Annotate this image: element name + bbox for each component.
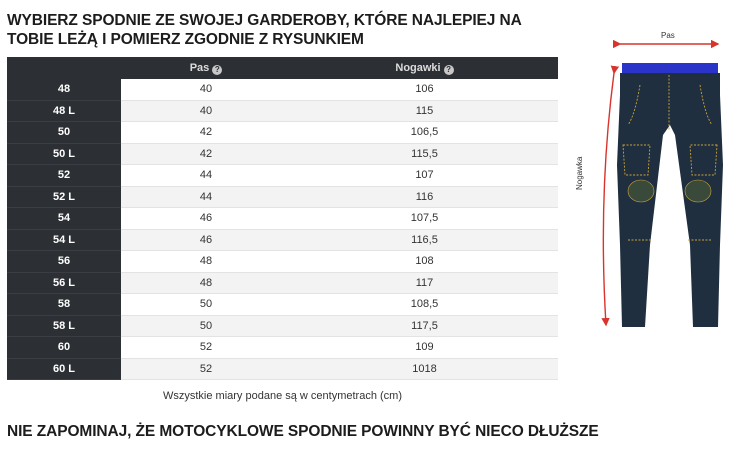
units-note: Wszystkie miary podane są w centymetrach (cm): [162, 390, 402, 402]
table-row: [7, 358, 558, 380]
waist-cell: 52: [121, 337, 291, 359]
leg-cell: 106,5: [291, 122, 558, 144]
leg-cell: 115,5: [291, 143, 558, 165]
waist-label: Pas: [661, 31, 675, 40]
leg-cell: 106: [291, 79, 558, 100]
table-row: [7, 143, 558, 165]
table-row: [7, 315, 558, 337]
leg-cell: 107,5: [291, 208, 558, 230]
table-row: [7, 165, 558, 187]
size-cell: 50: [7, 122, 121, 144]
table-row: [7, 229, 558, 251]
table-row: [7, 294, 558, 316]
leg-arrow: [603, 73, 614, 325]
leg-cell: 115: [291, 100, 558, 122]
leg-cell: 109: [291, 337, 558, 359]
leg-cell: 108: [291, 251, 558, 273]
subtitle: NIE ZAPOMINAJ, ŻE MOTOCYKLOWE SPODNIE POWINNY BYĆ NIECO DŁUŻSZE: [7, 423, 599, 440]
table-header-row: [7, 57, 558, 79]
size-table: [7, 57, 558, 380]
size-cell: 56: [7, 251, 121, 273]
waist-cell: 52: [121, 358, 291, 380]
size-cell: 50 L: [7, 143, 121, 165]
waist-cell: 44: [121, 165, 291, 187]
waist-cell: 42: [121, 122, 291, 144]
size-cell: 56 L: [7, 272, 121, 294]
waist-cell: 46: [121, 208, 291, 230]
leg-cell: 1018: [291, 358, 558, 380]
size-cell: 48: [7, 79, 121, 100]
size-cell: 58 L: [7, 315, 121, 337]
waist-cell: 50: [121, 315, 291, 337]
header-leg: [291, 57, 558, 79]
header-leg-label: Nogawki: [395, 61, 441, 74]
size-cell: 54: [7, 208, 121, 230]
waist-cell: 48: [121, 272, 291, 294]
leg-label: Nogawka: [575, 156, 584, 190]
leg-cell: 107: [291, 165, 558, 187]
header-waist-label: Pas: [189, 61, 210, 74]
waist-cell: 50: [121, 294, 291, 316]
leg-cell: 116,5: [291, 229, 558, 251]
size-cell: 54 L: [7, 229, 121, 251]
size-cell: 52: [7, 165, 121, 187]
table-row: [7, 122, 558, 144]
page-title: WYBIERZ SPODNIE ZE SWOJEJ GARDEROBY, KTÓRE NAJLEPIEJ NA TOBIE LEŻĄ I POMIERZ ZGODNIE Z RYSUNKIEM: [7, 12, 522, 48]
table-row: [7, 186, 558, 208]
size-cell: 58: [7, 294, 121, 316]
leg-cell: 117,5: [291, 315, 558, 337]
help-icon[interactable]: ?: [212, 65, 222, 75]
table-row: [7, 251, 558, 273]
leg-cell: 117: [291, 272, 558, 294]
waist-cell: 40: [121, 79, 291, 100]
header-size: [7, 57, 121, 79]
pants-measurement-figure: [580, 25, 740, 335]
table-row: [7, 272, 558, 294]
table-row: [7, 337, 558, 359]
waist-cell: 42: [121, 143, 291, 165]
waist-cell: 48: [121, 251, 291, 273]
knee-pad-right: [685, 180, 711, 202]
table-row: [7, 79, 558, 100]
size-cell: 60 L: [7, 358, 121, 380]
pants-body: [617, 73, 723, 327]
size-cell: 60: [7, 337, 121, 359]
waist-cell: 44: [121, 186, 291, 208]
size-cell: 52 L: [7, 186, 121, 208]
table-row: [7, 100, 558, 122]
waist-cell: 40: [121, 100, 291, 122]
pants-waistband: [622, 63, 718, 73]
knee-pad-left: [628, 180, 654, 202]
leg-cell: 108,5: [291, 294, 558, 316]
size-cell: 48 L: [7, 100, 121, 122]
leg-cell: 116: [291, 186, 558, 208]
table-row: [7, 208, 558, 230]
header-waist: [121, 57, 291, 79]
help-icon[interactable]: ?: [444, 65, 454, 75]
waist-cell: 46: [121, 229, 291, 251]
